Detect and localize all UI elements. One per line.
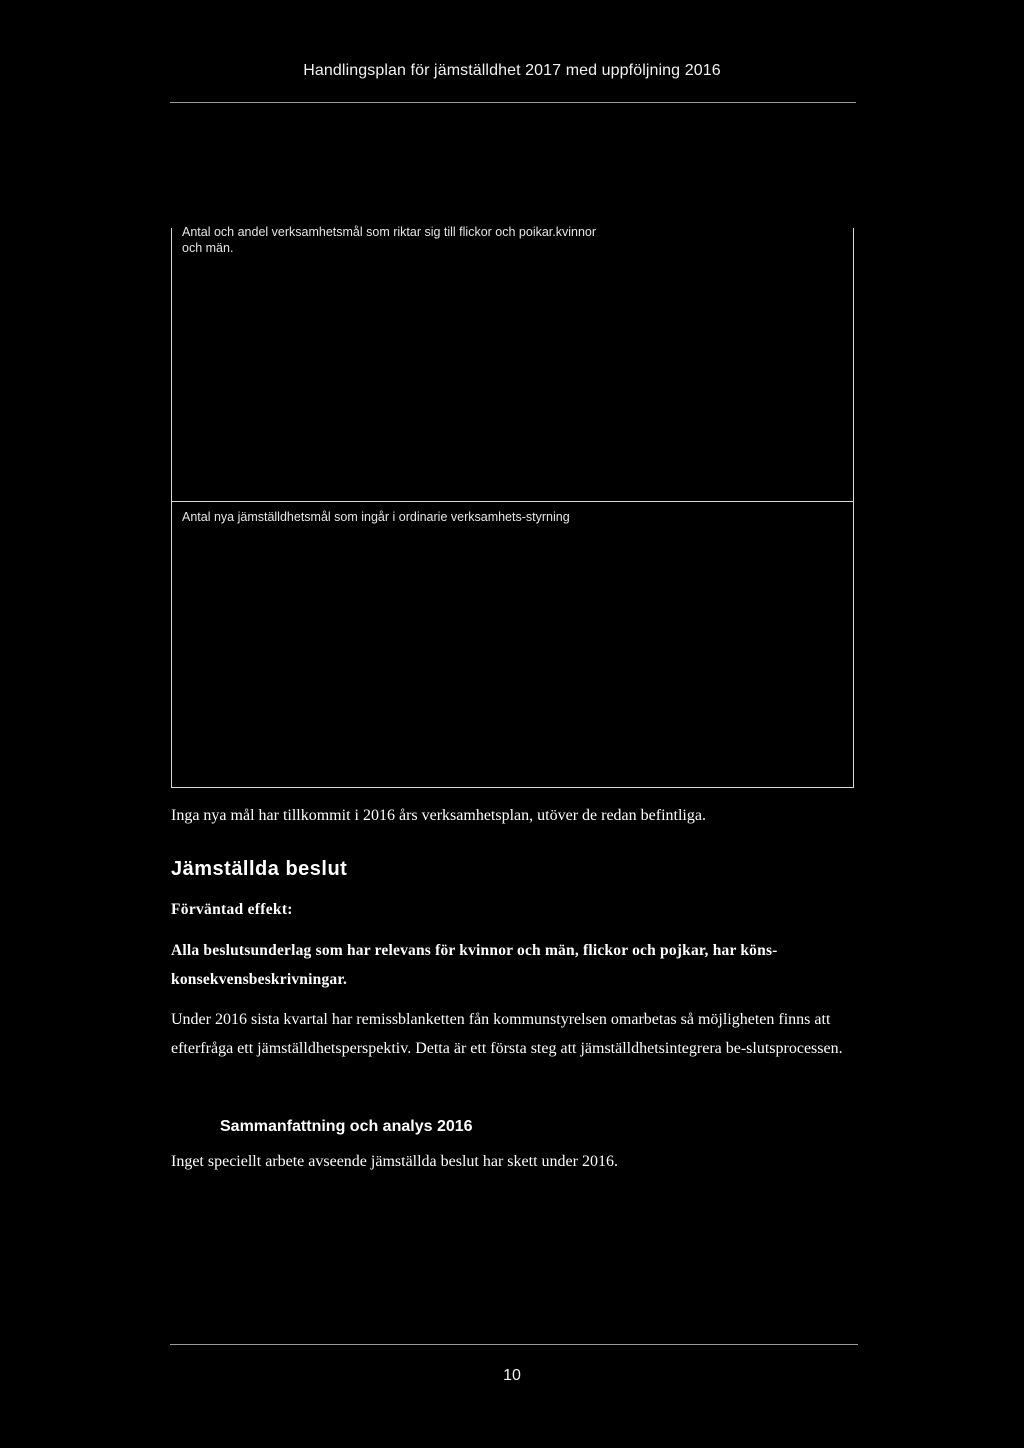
expected-effect-text: Alla beslutsunderlag som har relevans för kvinnor och män, flickor och pojkar, har köns-konsekvensbeskrivningar. xyxy=(171,942,778,988)
header-divider xyxy=(170,102,856,103)
page-number: 10 xyxy=(503,1367,521,1384)
indicator-box-new-goals xyxy=(171,501,854,788)
expected-effect-label: Förväntad effekt: xyxy=(171,901,293,918)
intro-paragraph: Inga nya mål har tillkommit i 2016 års verksamhetsplan, utöver de redan befintliga. xyxy=(171,807,706,824)
indicator-box-new-goals-label: Antal nya jämställdhetsmål som ingår i ordinarie verksamhets-styrning xyxy=(182,510,570,524)
footer-divider xyxy=(170,1344,858,1345)
section-heading: Jämställda beslut xyxy=(171,858,348,880)
summary-text: Inget speciellt arbete avseende jämställda beslut har skett under 2016. xyxy=(171,1153,618,1170)
summary-heading: Sammanfattning och analys 2016 xyxy=(220,1118,473,1135)
page-header-title: Handlingsplan för jämställdhet 2017 med uppföljning 2016 xyxy=(303,62,721,79)
section-paragraph: Under 2016 sista kvartal har remissblanketten fån kommunstyrelsen omarbetas så möjligheten finns att efterfråga ett jämställdhetsperspektiv. Detta är ett första steg att jämställdhetsintegrera be-slutsprocessen. xyxy=(171,1011,843,1057)
indicator-box-goals-share xyxy=(171,225,854,502)
indicator-box-goals-share-label: Antal och andel verksamhetsmål som riktar sig till flickor och poikar.kvinnor och män. xyxy=(182,225,597,255)
